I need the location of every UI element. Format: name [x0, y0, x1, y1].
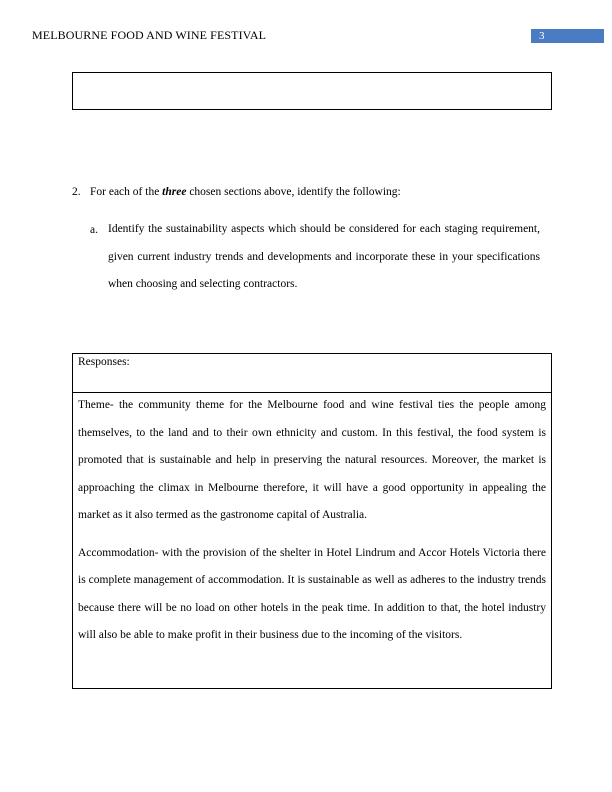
question-2-text-after: chosen sections above, identify the following: [186, 186, 401, 198]
question-2-number: 2. [72, 186, 81, 198]
question-2a-letter: a. [90, 224, 98, 236]
responses-header: Responses: [73, 354, 551, 393]
question-2a [90, 216, 540, 299]
question-2 [72, 185, 401, 199]
empty-answer-box [72, 72, 552, 110]
response-paragraph-theme: Theme- the community theme for the Melbourne food and wine festival ties the people among themselves, to the land and to their own ethnicity and custom. In this festival, the food system is promoted that is sustainable and help in preserving the natural resources. Moreover, the market is approaching the climax in Melbourne therefore, it will have a good opportunity in appealing the market as it also termed as the gastronome capital of Australia. [78, 399, 546, 521]
running-header-title: MELBOURNE FOOD AND WINE FESTIVAL [32, 28, 267, 42]
page-number: 3 [531, 29, 604, 43]
response-paragraph-accommodation: Accommodation- with the provision of the shelter in Hotel Lindrum and Accor Hotels Victoria there is complete management of accommodation. It is sustainable as well as adheres to the industry trends because there will be no load on other hotels in the peak time. In addition to that, the hotel industry will also be able to make profit in their business due to the incoming of the visitors. [78, 546, 546, 641]
question-2-emphasis: three [162, 186, 187, 198]
question-2a-text: Identify the sustainability aspects which should be considered for each staging requirement, given current industry trends and developments and incorporate these in your specifications when choosing and selecting contractors. [108, 223, 540, 290]
responses-body [73, 392, 551, 650]
question-2-text-before: For each of the [90, 186, 163, 198]
responses-table [72, 353, 552, 689]
